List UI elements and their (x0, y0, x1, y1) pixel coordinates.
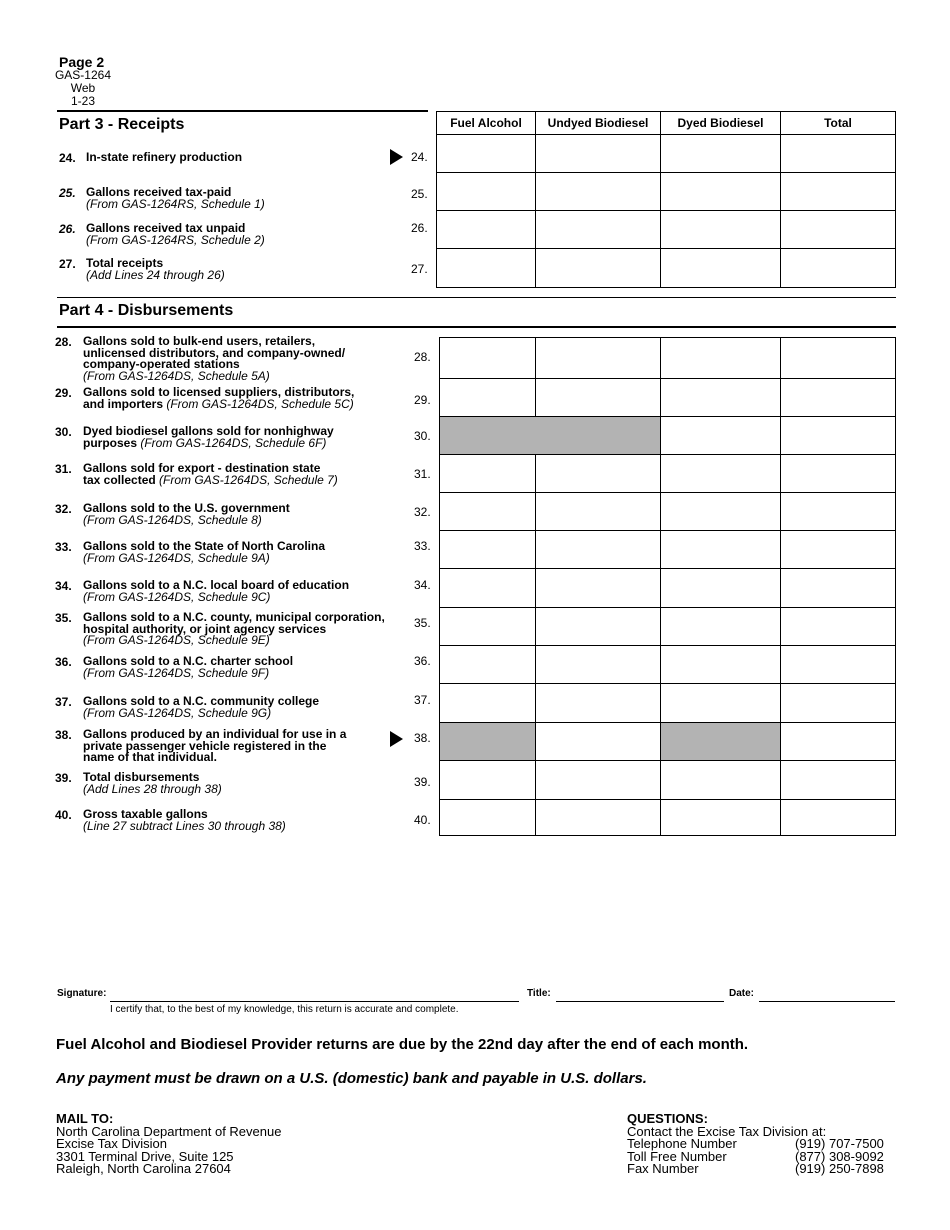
receipts-grid (436, 111, 896, 288)
line-26-undyed-cell[interactable] (536, 211, 661, 249)
line-36-label: Gallons sold to a N.C. charter school (From GAS-1264DS, Schedule 9F) (83, 654, 294, 680)
line-31-dyed-cell[interactable] (661, 455, 781, 493)
line-38-number: 38. (55, 728, 72, 742)
due-date-notice: Fuel Alcohol and Biodiesel Provider returns are due by the 22nd day after the end of each month. (56, 1036, 749, 1053)
line-38-label: Gallons produced by an individual for use in a private passenger vehicle registered in the name of that individual. (83, 727, 347, 764)
line-31-number: 31. (55, 462, 72, 476)
line-25-undyed-cell[interactable] (536, 173, 661, 211)
line-24-number: 24. (59, 151, 76, 165)
line-30-shaded-cell (440, 417, 661, 455)
line-25-fuel-alcohol-cell[interactable] (437, 173, 536, 211)
table-row (440, 531, 896, 569)
part4-bottom-rule (57, 326, 896, 328)
line-31-ref: 31. (414, 467, 431, 481)
line-31-undyed-cell[interactable] (536, 455, 661, 493)
telephone-label: Telephone Number (627, 1136, 737, 1151)
line-38-ref: 38. (414, 731, 431, 745)
mail-to-line3: 3301 Terminal Drive, Suite 125 (56, 1148, 234, 1164)
line-39-dyed-cell[interactable] (661, 761, 781, 800)
line-27-dyed-cell[interactable] (661, 249, 781, 288)
line-32-number: 32. (55, 502, 72, 516)
fax-number: (919) 250-7898 (795, 1161, 884, 1176)
line-36-fuel-alcohol-cell[interactable] (440, 646, 536, 684)
table-row (440, 684, 896, 723)
line-27-number: 27. (59, 257, 76, 271)
line-34-ref: 34. (414, 578, 431, 592)
line-35-label: Gallons sold to a N.C. county, municipal corporation, hospital authority, or joint agency services (From GAS-1264DS, Schedule 9E) (83, 610, 385, 647)
line-32-dyed-cell[interactable] (661, 493, 781, 531)
form-number: GAS-1264 (54, 68, 112, 82)
mail-to-line1: North Carolina Department of Revenue (56, 1123, 282, 1139)
line-36-undyed-cell[interactable] (536, 646, 661, 684)
line-31-total-cell[interactable] (781, 455, 896, 493)
line-33-dyed-cell[interactable] (661, 531, 781, 569)
table-row (440, 379, 896, 417)
line-30-label: Dyed biodiesel gallons sold for nonhighway purposes (From GAS-1264DS, Schedule 6F) (83, 424, 334, 450)
line-25-dyed-cell[interactable] (661, 173, 781, 211)
line-40-undyed-cell[interactable] (536, 800, 661, 836)
line-29-dyed-cell[interactable] (661, 379, 781, 417)
column-header-total: Total (781, 112, 896, 135)
line-32-undyed-cell[interactable] (536, 493, 661, 531)
line-29-number: 29. (55, 386, 72, 400)
line-34-undyed-cell[interactable] (536, 569, 661, 608)
toll-free-number: (877) 308-9092 (795, 1148, 884, 1164)
line-33-number: 33. (55, 540, 72, 554)
line-34-fuel-alcohol-cell[interactable] (440, 569, 536, 608)
line-25-total-cell[interactable] (781, 173, 896, 211)
line-35-dyed-cell[interactable] (661, 608, 781, 646)
line-30-dyed-cell[interactable] (661, 417, 781, 455)
line-39-number: 39. (55, 771, 72, 785)
line-39-undyed-cell[interactable] (536, 761, 661, 800)
date-label: Date: (729, 988, 755, 999)
table-row (437, 211, 896, 249)
line-26-dyed-cell[interactable] (661, 211, 781, 249)
line-40-number: 40. (55, 808, 72, 822)
date-line[interactable] (759, 1001, 895, 1002)
form-channel: Web (70, 81, 96, 95)
toll-free-label: Toll Free Number (627, 1148, 727, 1164)
questions-intro: Contact the Excise Tax Division at: (627, 1123, 827, 1139)
questions-block (627, 1113, 907, 1176)
line-34-label: Gallons sold to a N.C. local board of education (From GAS-1264DS, Schedule 9C) (83, 578, 350, 604)
line-28-label: Gallons sold to bulk-end users, retailers, unlicensed distributors, and company-owned/ company-operated stations (From GAS-1264DS, Schedule 5A) (83, 334, 346, 383)
table-row (440, 761, 896, 800)
line-37-ref: 37. (414, 693, 431, 707)
column-header-fuel-alcohol: Fuel Alcohol (437, 112, 536, 135)
line-24-fuel-alcohol-cell[interactable] (437, 135, 536, 173)
line-35-total-cell[interactable] (781, 608, 896, 646)
line-38-undyed-cell[interactable] (536, 723, 661, 761)
line-36-total-cell[interactable] (781, 646, 896, 684)
line-35-undyed-cell[interactable] (536, 608, 661, 646)
line-31-label: Gallons sold for export - destination state tax collected (From GAS-1264DS, Schedule 7) (83, 461, 338, 487)
line-35-number: 35. (55, 611, 72, 625)
line-24-label: In-state refinery production (86, 150, 243, 164)
line-24-ref: 24. (411, 150, 428, 164)
line-38-shaded-dyed-cell (661, 723, 781, 761)
line-32-label: Gallons sold to the U.S. government (From GAS-1264DS, Schedule 8) (83, 501, 290, 527)
mail-to-block (56, 1113, 281, 1176)
line-27-fuel-alcohol-cell[interactable] (437, 249, 536, 288)
line-29-undyed-cell[interactable] (536, 379, 661, 417)
line-24-dyed-cell[interactable] (661, 135, 781, 173)
part3-top-rule (57, 110, 428, 112)
line-28-undyed-cell[interactable] (536, 338, 661, 379)
line-30-number: 30. (55, 425, 72, 439)
part4-top-rule (57, 297, 896, 298)
mail-to-line4: Raleigh, North Carolina 27604 (56, 1161, 231, 1176)
line-26-number: 26. (59, 222, 76, 236)
line-33-ref: 33. (414, 539, 431, 553)
table-row (440, 608, 896, 646)
table-row (440, 338, 896, 379)
line-25-label: Gallons received tax-paid (From GAS-1264RS, Schedule 1) (86, 185, 265, 211)
line-40-label: Gross taxable gallons (Line 27 subtract Lines 30 through 38) (83, 807, 286, 833)
line-38-total-cell[interactable] (781, 723, 896, 761)
telephone-number: (919) 707-7500 (795, 1136, 884, 1151)
table-row (440, 646, 896, 684)
table-row (440, 723, 896, 761)
line-26-total-cell[interactable] (781, 211, 896, 249)
line-30-ref: 30. (414, 429, 431, 443)
line-25-ref: 25. (411, 187, 428, 201)
line-31-fuel-alcohol-cell[interactable] (440, 455, 536, 493)
questions-heading: QUESTIONS: (627, 1111, 708, 1126)
column-header-undyed-biodiesel: Undyed Biodiesel (536, 112, 661, 135)
line-40-ref: 40. (414, 813, 431, 827)
line-33-total-cell[interactable] (781, 531, 896, 569)
table-row (440, 569, 896, 608)
line-40-fuel-alcohol-cell[interactable] (440, 800, 536, 836)
title-line[interactable] (556, 1001, 724, 1002)
column-header-dyed-biodiesel: Dyed Biodiesel (661, 112, 781, 135)
part4-title: Part 4 - Disbursements (59, 302, 234, 319)
line-33-fuel-alcohol-cell[interactable] (440, 531, 536, 569)
line-35-fuel-alcohol-cell[interactable] (440, 608, 536, 646)
line-32-ref: 32. (414, 505, 431, 519)
line-30-total-cell[interactable] (781, 417, 896, 455)
line-28-ref: 28. (414, 350, 431, 364)
form-identifier (53, 69, 113, 108)
line-28-dyed-cell[interactable] (661, 338, 781, 379)
line-38-shaded-fuel-alcohol-cell (440, 723, 536, 761)
part3-title: Part 3 - Receipts (59, 116, 185, 133)
mail-to-heading: MAIL TO: (56, 1111, 114, 1126)
line-39-ref: 39. (414, 775, 431, 789)
arrow-marker-icon (390, 731, 403, 747)
line-37-undyed-cell[interactable] (536, 684, 661, 723)
line-27-ref: 27. (411, 262, 428, 276)
line-27-total-cell[interactable] (781, 249, 896, 288)
line-28-number: 28. (55, 335, 72, 349)
signature-line[interactable] (110, 1001, 519, 1002)
line-39-total-cell[interactable] (781, 761, 896, 800)
line-26-fuel-alcohol-cell[interactable] (437, 211, 536, 249)
line-29-ref: 29. (414, 393, 431, 407)
line-26-ref: 26. (411, 221, 428, 235)
line-29-fuel-alcohol-cell[interactable] (440, 379, 536, 417)
line-29-total-cell[interactable] (781, 379, 896, 417)
line-37-total-cell[interactable] (781, 684, 896, 723)
line-24-undyed-cell[interactable] (536, 135, 661, 173)
line-37-label: Gallons sold to a N.C. community college (From GAS-1264DS, Schedule 9G) (83, 694, 320, 720)
line-35-ref: 35. (414, 616, 431, 630)
line-34-dyed-cell[interactable] (661, 569, 781, 608)
line-32-total-cell[interactable] (781, 493, 896, 531)
line-40-dyed-cell[interactable] (661, 800, 781, 836)
line-33-label: Gallons sold to the State of North Carolina (From GAS-1264DS, Schedule 9A) (83, 539, 326, 565)
page-number: Page 2 (59, 54, 105, 70)
line-25-number: 25. (59, 186, 76, 200)
line-29-label: Gallons sold to licensed suppliers, distributors, and importers (From GAS-1264DS, Schedule 5C) (83, 385, 355, 411)
line-26-label: Gallons received tax unpaid (From GAS-1264RS, Schedule 2) (86, 221, 265, 247)
signature-label: Signature: (57, 988, 107, 999)
table-row (437, 249, 896, 288)
table-row (437, 173, 896, 211)
form-revision: 1-23 (70, 94, 96, 108)
line-39-label: Total disbursements (Add Lines 28 through 38) (83, 770, 222, 796)
line-37-fuel-alcohol-cell[interactable] (440, 684, 536, 723)
line-33-undyed-cell[interactable] (536, 531, 661, 569)
line-27-label: Total receipts (Add Lines 24 through 26) (86, 256, 225, 282)
line-39-fuel-alcohol-cell[interactable] (440, 761, 536, 800)
payment-notice: Any payment must be drawn on a U.S. (domestic) bank and payable in U.S. dollars. (56, 1070, 647, 1087)
line-36-ref: 36. (414, 654, 431, 668)
line-37-number: 37. (55, 695, 72, 709)
disbursements-grid (439, 337, 896, 836)
line-34-total-cell[interactable] (781, 569, 896, 608)
line-37-dyed-cell[interactable] (661, 684, 781, 723)
line-27-undyed-cell[interactable] (536, 249, 661, 288)
table-row (437, 135, 896, 173)
line-40-total-cell[interactable] (781, 800, 896, 836)
line-24-total-cell[interactable] (781, 135, 896, 173)
line-28-fuel-alcohol-cell[interactable] (440, 338, 536, 379)
line-36-dyed-cell[interactable] (661, 646, 781, 684)
line-32-fuel-alcohol-cell[interactable] (440, 493, 536, 531)
mail-to-line2: Excise Tax Division (56, 1136, 168, 1151)
certify-statement: I certify that, to the best of my knowledge, this return is accurate and complete. (110, 1004, 459, 1015)
table-row (440, 417, 896, 455)
line-36-number: 36. (55, 655, 72, 669)
arrow-marker-icon (390, 149, 403, 165)
table-row (440, 455, 896, 493)
table-row (440, 493, 896, 531)
title-label: Title: (527, 988, 551, 999)
fax-label: Fax Number (627, 1161, 699, 1176)
line-34-number: 34. (55, 579, 72, 593)
line-28-total-cell[interactable] (781, 338, 896, 379)
table-row (440, 800, 896, 836)
